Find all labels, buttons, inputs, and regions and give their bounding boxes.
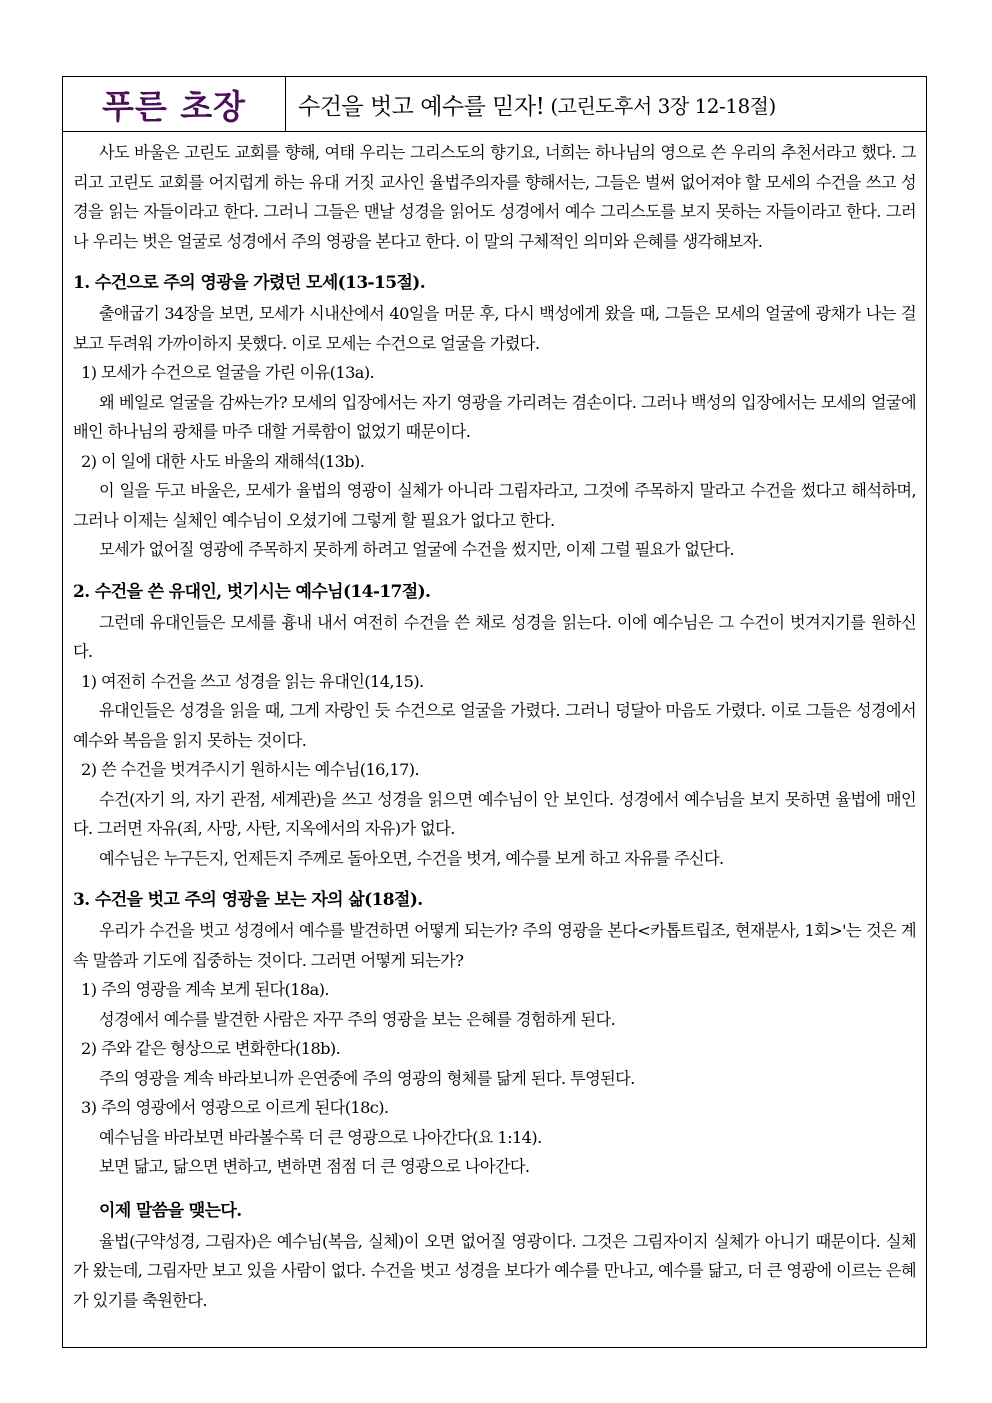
section-intro: 그런데 유대인들은 모세를 흉내 내서 여전히 수건을 쓴 채로 성경을 읽는다. 이에 예수님은 그 수건이 벗겨지기를 원하신다. [73,612,916,661]
point-paragraph: 성경에서 예수를 발견한 사람은 자꾸 주의 영광을 보는 은혜를 경험하게 된다. [99,1009,616,1029]
point-heading: 2) 쓴 수건을 벗겨주시기 원하시는 예수님(16,17). [81,760,420,779]
section-heading: 2. 수건을 쓴 유대인, 벗기시는 예수님(14-17절). [73,581,431,602]
point-paragraph: 모세가 없어질 영광에 주목하지 못하게 하려고 얼굴에 수건을 썼지만, 이제 그럴 필요가 없단다. [99,540,735,559]
sermon-body [63,132,926,1315]
point-heading: 2) 이 일에 대한 사도 바울의 재해석(13b). [81,451,365,471]
point-heading: 2) 주와 같은 형상으로 변화한다(18b). [81,1039,341,1058]
section-3 [73,885,916,1182]
point-paragraph: 유대인들은 성경을 읽을 때, 그게 자랑인 듯 수건으로 얼굴을 가렸다. 그러니 덩달아 마음도 가렸다. 이로 그들은 성경에서 예수와 복음을 읽지 못하는 것이다. [73,701,916,750]
point-paragraph: 보면 닮고, 닮으면 변하고, 변하면 점점 더 큰 영광으로 나아간다. [99,1157,530,1176]
closing-section [73,1196,916,1316]
sermon-title: 수건을 벗고 예수를 믿자! [298,93,545,120]
sermon-title-cell [286,77,926,131]
point-paragraph: 주의 영광을 계속 바라보니까 은연중에 주의 영광의 형체를 닮게 된다. 투영된다. [99,1068,635,1088]
point-paragraph: 이 일을 두고 바울은, 모세가 율법의 영광이 실체가 아니라 그림자라고, 그것에 주목하지 말라고 수건을 썼다고 해석하며, 그러나 이제는 실체인 예수님이 오셨기에 그렇게 할 필요가 없다고 한다. [73,481,916,530]
closing-paragraph: 율법(구약성경, 그림자)은 예수님(복음, 실체)이 오면 없어질 영광이다. 그것은 그림자이지 실체가 아니기 때문이다. 실체가 왔는데, 그림자만 보고 있을 사람이 없다. 수건을 벗고 성경을 보다가 예수를 만나고, 예수를 닮고, 더 큰 영광에 이르는 은혜가 있기를 축원한다. [73,1231,916,1310]
point-heading: 1) 모세가 수건으로 얼굴을 가린 이유(13a). [81,363,375,382]
section-2 [73,577,916,874]
point-paragraph: 수건(자기 의, 자기 관점, 세계관)을 쓰고 성경을 읽으면 예수님이 안 보인다. 성경에서 예수님을 보지 못하면 율법에 매인다. 그러면 자유(죄, 사망, 사탄, 지옥에서의 자유)가 없다. [73,789,916,838]
section-heading: 3. 수건을 벗고 주의 영광을 보는 자의 삶(18절). [73,890,423,910]
scripture-reference: (고린도후서 3장 12-18절) [550,93,776,118]
section-heading: 1. 수건으로 주의 영광을 가렸던 모세(13-15절). [73,273,426,293]
point-heading: 1) 주의 영광을 계속 보게 된다(18a). [81,980,329,999]
point-heading: 1) 여전히 수건을 쓰고 성경을 읽는 유대인(14,15). [81,671,424,691]
closing-heading: 이제 말씀을 맺는다. [99,1200,242,1221]
point-paragraph: 예수님은 누구든지, 언제든지 주께로 돌아오면, 수건을 벗겨, 예수를 보게 하고 자유를 주신다. [99,848,724,868]
header-row [63,77,926,132]
bulletin-column-frame [62,76,927,1348]
point-heading: 3) 주의 영광에서 영광으로 이르게 된다(18c). [81,1098,389,1117]
point-paragraph: 예수님을 바라보면 바라볼수록 더 큰 영광으로 나아간다(요 1:14). [99,1127,542,1147]
point-paragraph: 왜 베일로 얼굴을 감싸는가? 모세의 입장에서는 자기 영광을 가리려는 겸손이다. 그러나 백성의 입장에서는 모세의 얼굴에 배인 하나님의 광채를 마주 대할 거룩함이 없었기 때문이다. [73,392,916,441]
intro-paragraph: 사도 바울은 고린도 교회를 향해, 여태 우리는 그리스도의 향기요, 너희는 하나님의 영으로 쓴 우리의 추천서라고 했다. 그리고 고린도 교회를 어지럽게 하는 유대 거짓 교사인 율법주의자를 향해서는, 그들은 벌써 없어져야 할 모세의 수건을 쓰고 성경을 읽는 자들이라고 한다. 그러니 그들은 맨날 성경을 읽어도 성경에서 예수 그리스도를 보지 못하는 자들이라고 한다. 그러나 우리는 벗은 얼굴로 성경에서 주의 영광을 본다고 한다. 이 말의 구체적인 의미와 은혜를 생각해보자. [73,143,916,251]
section-intro: 출애굽기 34장을 보면, 모세가 시내산에서 40일을 머문 후, 다시 백성에게 왔을 때, 그들은 모세의 얼굴에 광채가 나는 걸 보고 두려워 가까이하지 못했다. 이로 모세는 수건으로 얼굴을 가렸다. [73,304,916,353]
column-title: 푸른 초장 [63,77,286,131]
section-1 [73,268,916,565]
section-intro: 우리가 수건을 벗고 성경에서 예수를 발견하면 어떻게 되는가? 주의 영광을 본다<카톱트립조, 현재분사, 1회>'는 것은 계속 말씀과 기도에 집중하는 것이다. 그러면 어떻게 되는가? [73,921,916,970]
